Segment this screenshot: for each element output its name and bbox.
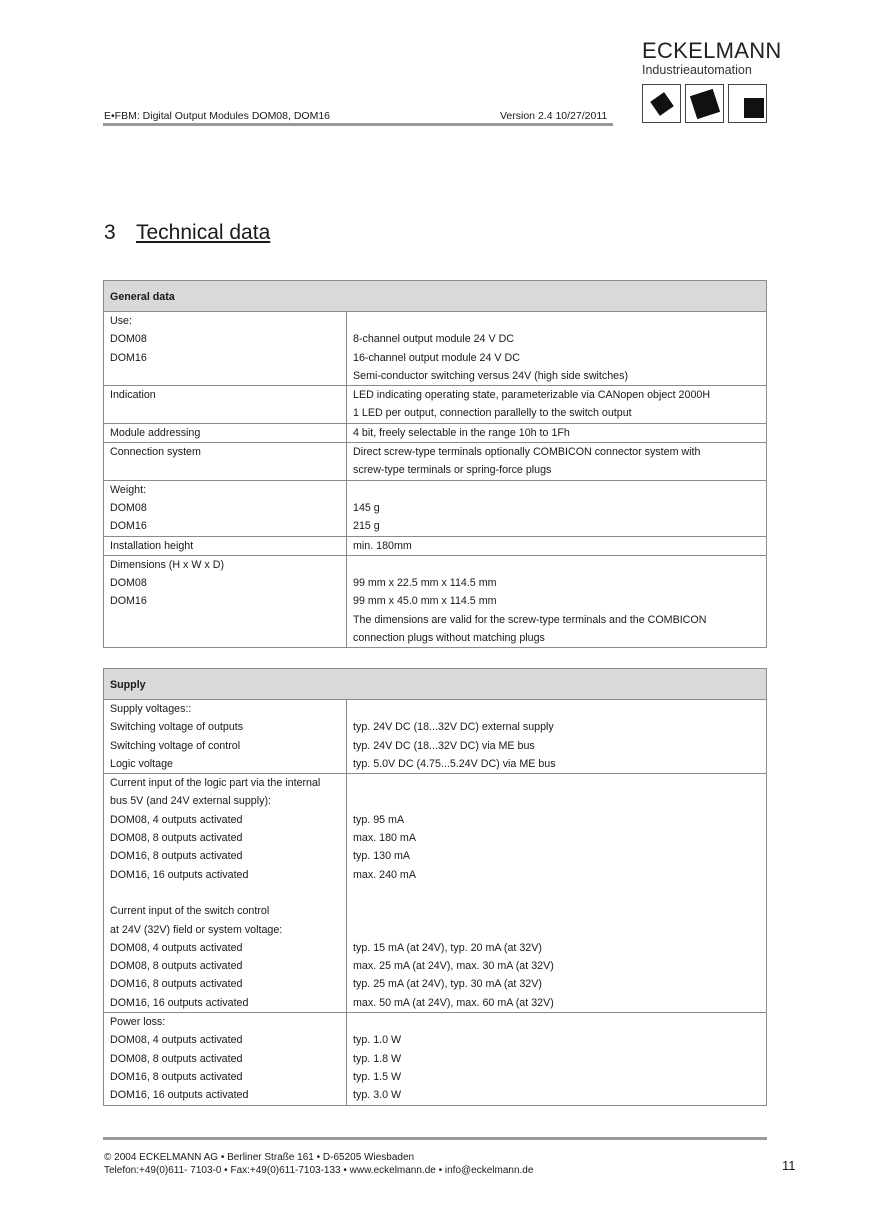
cell-line: LED indicating operating state, parameterizable via CANopen object 2000H: [353, 389, 711, 402]
cell-line: DOM08: [110, 577, 147, 590]
cell-line: max. 180 mA: [353, 832, 416, 845]
row-label-cell: [104, 386, 347, 424]
row-value-cell: [347, 312, 767, 386]
cell-line: Use:: [110, 315, 132, 327]
table-row: [104, 443, 767, 481]
cell-line: 4 bit, freely selectable in the range 10h to 1Fh: [353, 426, 570, 439]
cell-line: [110, 884, 340, 902]
cell-line: Power loss:: [110, 1016, 166, 1029]
cell-line: typ. 5.0V DC (4.75...5.24V DC) via ME bus: [353, 757, 556, 770]
row-value-cell: [347, 443, 767, 481]
section-number: 3: [104, 221, 116, 244]
table-row: [104, 700, 767, 774]
cell-line: 215 g: [353, 520, 380, 533]
table-row: [104, 480, 767, 536]
company-logo: [642, 38, 782, 78]
cell-line: screw-type terminals or spring-force plugs: [353, 464, 552, 477]
row-label-cell: [104, 443, 347, 481]
section-heading: [104, 220, 270, 246]
cell-line: DOM08, 4 outputs activated: [110, 1034, 243, 1047]
cell-line: [110, 629, 340, 647]
row-value-cell: [347, 480, 767, 536]
cell-line: DOM16, 16 outputs activated: [110, 868, 249, 881]
cell-line: max. 240 mA: [353, 868, 416, 881]
cell-line: 145 g: [353, 501, 380, 514]
cell-line: Connection system: [110, 446, 201, 459]
row-label-cell: [104, 312, 347, 386]
cell-line: [110, 461, 340, 479]
cell-line: [110, 367, 340, 385]
section-title: Technical data: [136, 221, 271, 244]
row-value-cell: [347, 555, 767, 647]
cell-line: [353, 481, 760, 499]
row-label-cell: [104, 1013, 347, 1105]
page-number: 11: [782, 1158, 796, 1173]
row-label-cell: [104, 774, 347, 1013]
row-value-cell: [347, 386, 767, 424]
cell-line: [110, 404, 340, 422]
cell-line: [110, 611, 340, 629]
cell-line: DOM08: [110, 501, 147, 514]
cell-line: DOM08: [110, 333, 147, 346]
cell-line: typ. 130 mA: [353, 850, 411, 863]
cell-line: Logic voltage: [110, 757, 173, 770]
cell-line: at 24V (32V) field or system voltage:: [110, 923, 283, 936]
cell-line: typ. 15 mA (at 24V), typ. 20 mA (at 32V): [353, 941, 542, 954]
cell-line: typ. 3.0 W: [353, 1089, 402, 1102]
cell-line: max. 50 mA (at 24V), max. 60 mA (at 32V): [353, 996, 554, 1009]
cell-line: Direct screw-type terminals optionally COMBICON connector system with: [353, 446, 701, 459]
cell-line: DOM08, 8 outputs activated: [110, 960, 243, 973]
cell-line: Installation height: [110, 539, 194, 552]
cell-line: typ. 95 mA: [353, 813, 405, 826]
table-header-row: [104, 281, 767, 312]
supply-table: [103, 668, 767, 1106]
cell-line: DOM08, 4 outputs activated: [110, 813, 243, 826]
cell-line: Supply voltages::: [110, 703, 192, 715]
logo-subtitle: Industrieautomation: [642, 63, 752, 77]
cell-line: min. 180mm: [353, 539, 412, 552]
cell-line: typ. 24V DC (18...32V DC) via ME bus: [353, 739, 535, 752]
logo-squares-graphic: [642, 84, 768, 124]
row-label-cell: [104, 536, 347, 555]
cell-line: 99 mm x 22.5 mm x 114.5 mm: [353, 577, 497, 590]
row-value-cell: [347, 423, 767, 442]
cell-line: DOM16: [110, 351, 147, 364]
cell-line: max. 25 mA (at 24V), max. 30 mA (at 32V): [353, 960, 554, 973]
cell-line: Indication: [110, 389, 156, 402]
cell-line: 16-channel output module 24 V DC: [353, 351, 520, 364]
general-data-table: [103, 280, 767, 648]
cell-line: 8-channel output module 24 V DC: [353, 333, 515, 346]
cell-line: typ. 1.8 W: [353, 1052, 402, 1065]
table-row: [104, 423, 767, 442]
cell-line: 99 mm x 45.0 mm x 114.5 mm: [353, 595, 497, 608]
cell-line: DOM16, 16 outputs activated: [110, 1089, 249, 1102]
row-label-cell: [104, 423, 347, 442]
cell-line: Semi-conductor switching versus 24V (high side switches): [353, 369, 629, 382]
cell-line: DOM08, 8 outputs activated: [110, 1052, 243, 1065]
row-value-cell: [347, 774, 767, 1013]
cell-line: [353, 921, 760, 939]
table-title: General data: [104, 281, 767, 312]
cell-line: DOM16, 16 outputs activated: [110, 996, 249, 1009]
document-version: Version 2.4 10/27/2011: [500, 110, 608, 122]
cell-line: DOM16: [110, 595, 147, 608]
cell-line: connection plugs without matching plugs: [353, 632, 545, 645]
cell-line: [353, 700, 760, 718]
cell-line: bus 5V (and 24V external supply):: [110, 795, 272, 808]
cell-line: The dimensions are valid for the screw-type terminals and the COMBICON: [353, 613, 707, 626]
cell-line: typ. 1.0 W: [353, 1034, 402, 1047]
table-title: Supply: [104, 669, 767, 700]
cell-line: [353, 774, 760, 792]
cell-line: Current input of the switch control: [110, 905, 270, 918]
cell-line: DOM16, 8 outputs activated: [110, 1070, 243, 1083]
footer-contact: Telefon:+49(0)611- 7103-0 • Fax:+49(0)611-7103-133 • www.eckelmann.de • info@eckelmann.de: [104, 1165, 534, 1176]
cell-line: DOM16, 8 outputs activated: [110, 978, 243, 991]
row-label-cell: [104, 555, 347, 647]
cell-line: [353, 792, 760, 810]
cell-line: DOM08, 8 outputs activated: [110, 832, 243, 845]
cell-line: typ. 25 mA (at 24V), typ. 30 mA (at 32V): [353, 978, 542, 991]
cell-line: [353, 556, 760, 574]
header-divider: [103, 123, 613, 126]
row-label-cell: [104, 480, 347, 536]
cell-line: [353, 1013, 760, 1031]
footer-divider: [103, 1137, 767, 1140]
cell-line: [353, 884, 760, 902]
cell-line: Dimensions (H x W x D): [110, 558, 225, 571]
cell-line: Switching voltage of outputs: [110, 721, 244, 734]
logo-name: ECKELMANN: [642, 38, 782, 63]
cell-line: [353, 312, 760, 330]
cell-line: Current input of the logic part via the internal: [110, 777, 321, 790]
cell-line: DOM08, 4 outputs activated: [110, 941, 243, 954]
footer-address: © 2004 ECKELMANN AG • Berliner Straße 161 • D-65205 Wiesbaden: [104, 1152, 415, 1163]
cell-line: Switching voltage of control: [110, 739, 241, 752]
row-value-cell: [347, 700, 767, 774]
row-value-cell: [347, 536, 767, 555]
table-row: [104, 774, 767, 1013]
table-row: [104, 386, 767, 424]
cell-line: typ. 24V DC (18...32V DC) external supply: [353, 721, 554, 734]
table-row: [104, 1013, 767, 1105]
cell-line: 1 LED per output, connection parallelly to the switch output: [353, 407, 632, 420]
cell-line: [353, 902, 760, 920]
table-row: [104, 555, 767, 647]
row-value-cell: [347, 1013, 767, 1105]
table-row: [104, 536, 767, 555]
cell-line: DOM16: [110, 520, 147, 533]
document-title: E•FBM: Digital Output Modules DOM08, DOM16: [104, 110, 331, 122]
cell-line: Weight:: [110, 483, 147, 496]
row-label-cell: [104, 700, 347, 774]
table-header-row: [104, 669, 767, 700]
cell-line: Module addressing: [110, 426, 201, 439]
cell-line: typ. 1.5 W: [353, 1070, 402, 1083]
table-row: [104, 312, 767, 386]
cell-line: DOM16, 8 outputs activated: [110, 850, 243, 863]
